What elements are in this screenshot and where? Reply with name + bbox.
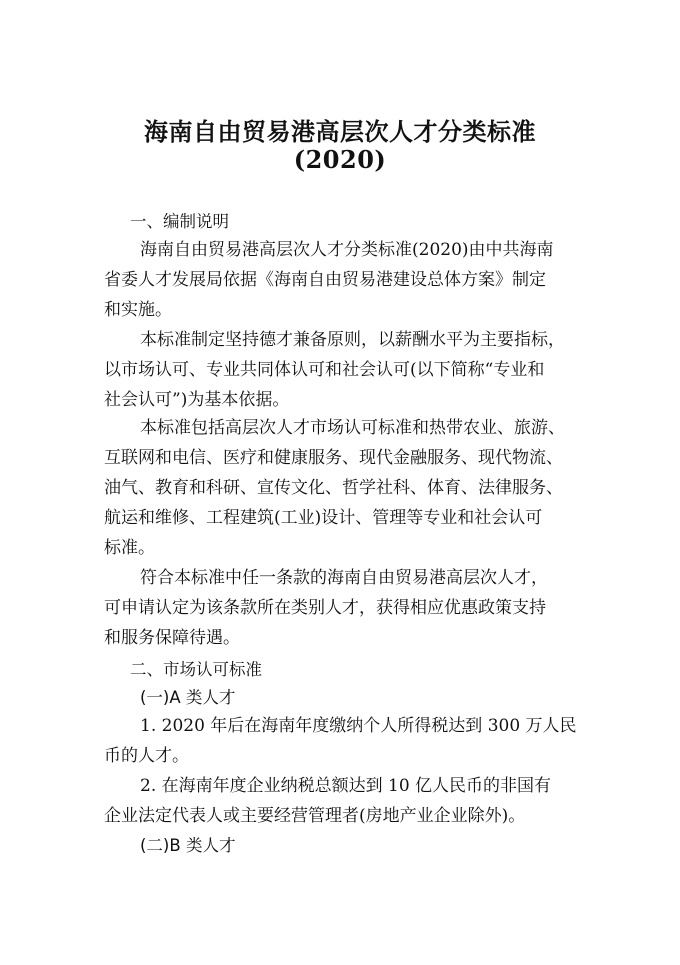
paragraph-line: 互联网和电信、医疗和健康服务、现代金融服务、现代物流、 bbox=[104, 448, 563, 468]
paragraph-line: 符合本标准中任一条款的海南自由贸易港高层次人才， bbox=[140, 568, 548, 588]
document-year: (2020) bbox=[293, 145, 387, 174]
paragraph-line: 社会认可”)为基本依据。 bbox=[104, 390, 290, 410]
paragraph-line: 省委人才发展局依据《海南自由贸易港建设总体方案》制定 bbox=[104, 270, 546, 290]
paragraph-line: 本标准包括高层次人才市场认可标准和热带农业、旅游、 bbox=[140, 418, 565, 438]
document-title: 海南自由贸易港高层次人才分类标准 bbox=[144, 117, 536, 146]
paragraph-line: 标准。 bbox=[104, 538, 155, 558]
section-heading: 二、市场认可标准 bbox=[130, 660, 262, 679]
subsection-heading: (一)A 类人才 bbox=[140, 688, 236, 707]
paragraph-line: 航运和维修、工程建筑(工业)设计、管理等专业和社会认可 bbox=[104, 508, 543, 528]
paragraph-line: 油气、教育和科研、宣传文化、哲学社科、体育、法律服务、 bbox=[104, 478, 563, 498]
paragraph-line: 和服务保障待遇。 bbox=[104, 628, 240, 648]
paragraph-line: 1. 2020 年后在海南年度缴纳个人所得税达到 300 万人民 bbox=[140, 716, 577, 736]
paragraph-line: 企业法定代表人或主要经营管理者(房地产业企业除外)。 bbox=[104, 806, 526, 826]
section-heading: 一、编制说明 bbox=[130, 212, 229, 231]
paragraph-line: 以市场认可、专业共同体认可和社会认可(以下简称“专业和 bbox=[104, 360, 545, 380]
paragraph-line: 本标准制定坚持德才兼备原则，以薪酬水平为主要指标， bbox=[140, 330, 565, 350]
paragraph-line: 可申请认定为该条款所在类别人才，获得相应优惠政策支持 bbox=[104, 598, 546, 618]
paragraph-line: 和实施。 bbox=[104, 300, 172, 320]
paragraph-line: 海南自由贸易港高层次人才分类标准(2020)由中共海南 bbox=[140, 240, 554, 260]
paragraph-line: 币的人才。 bbox=[104, 746, 189, 766]
subsection-heading: (二)B 类人才 bbox=[140, 836, 236, 855]
paragraph-line: 2. 在海南年度企业纳税总额达到 10 亿人民币的非国有 bbox=[140, 776, 552, 796]
